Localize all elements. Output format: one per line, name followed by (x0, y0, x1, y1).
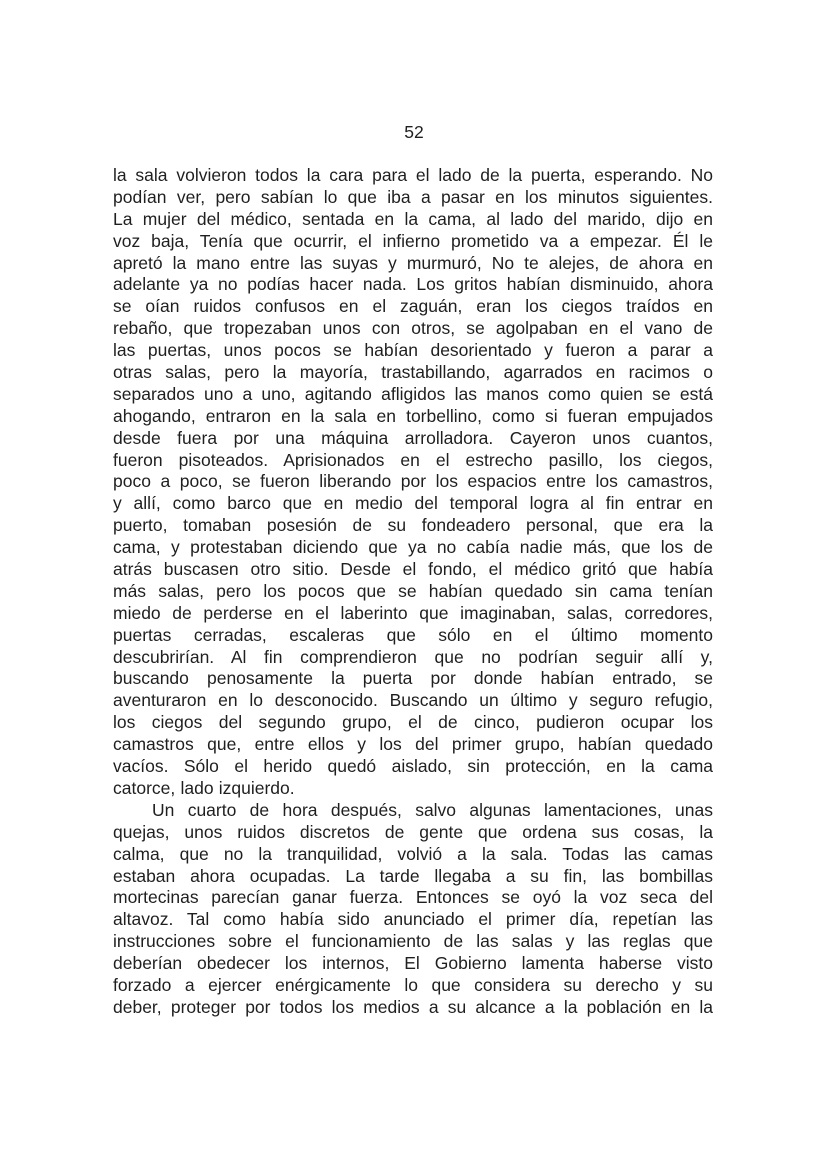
text-body (113, 165, 713, 1019)
paragraph (113, 165, 713, 800)
text-line: buscando penosamente la puerta por donde habían entrado, se (113, 668, 713, 689)
text-line: deberían obedecer los internos, El Gobierno lamenta haberse visto (113, 953, 713, 974)
text-line: cama, y protestaban diciendo que ya no cabía nadie más, que los de (113, 537, 713, 558)
text-line: catorce, lado izquierdo. (113, 777, 295, 798)
text-line: otras salas, pero la mayoría, trastabillando, agarrados en racimos o (113, 362, 713, 383)
text-line: adelante ya no podías hacer nada. Los gritos habían disminuido, ahora (113, 274, 713, 295)
text-line: rebaño, que tropezaban unos con otros, se agolpaban en el vano de (113, 318, 713, 339)
text-line: podían ver, pero sabían lo que iba a pasar en los minutos siguientes. (113, 186, 713, 207)
text-line: descubrirían. Al fin comprendieron que no podrían seguir allí y, (113, 646, 713, 667)
text-line: ahogando, entraron en la sala en torbellino, como si fueran empujados (113, 405, 713, 426)
text-line: atrás buscasen otro sitio. Desde el fondo, el médico gritó que había (113, 559, 713, 580)
text-line: vacíos. Sólo el herido quedó aislado, sin protección, en la cama (113, 756, 713, 777)
text-line: apretó la mano entre las suyas y murmuró, No te alejes, de ahora en (113, 252, 713, 273)
text-line: y allí, como barco que en medio del temporal logra al fin entrar en (113, 493, 713, 514)
text-line: calma, que no la tranquilidad, volvió a la sala. Todas las camas (113, 843, 713, 864)
text-line: La mujer del médico, sentada en la cama, al lado del marido, dijo en (113, 208, 713, 229)
text-line: aventuraron en lo desconocido. Buscando un último y seguro refugio, (113, 690, 713, 711)
text-line: altavoz. Tal como había sido anunciado el primer día, repetían las (113, 909, 713, 930)
text-line: las puertas, unos pocos se habían desorientado y fueron a parar a (113, 340, 713, 361)
text-line: miedo de perderse en el laberinto que imaginaban, salas, corredores, (113, 602, 713, 623)
text-line: voz baja, Tenía que ocurrir, el infierno prometido va a empezar. Él le (113, 230, 713, 251)
text-line: más salas, pero los pocos que se habían quedado sin cama tenían (113, 580, 713, 601)
text-line: estaban ahora ocupadas. La tarde llegaba a su fin, las bombillas (113, 865, 713, 886)
text-line: la sala volvieron todos la cara para el lado de la puerta, esperando. No (113, 165, 713, 185)
text-line: desde fuera por una máquina arrolladora. Cayeron unos cuantos, (113, 427, 713, 448)
text-line: deber, proteger por todos los medios a su alcance a la población en la (113, 996, 713, 1017)
text-line: forzado a ejercer enérgicamente lo que considera su derecho y su (113, 974, 713, 995)
text-line: los ciegos del segundo grupo, el de cinco, pudieron ocupar los (113, 712, 713, 733)
text-line: mortecinas parecían ganar fuerza. Entonces se oyó la voz seca del (113, 887, 713, 908)
text-line: puerto, tomaban posesión de su fondeadero personal, que era la (113, 515, 713, 536)
text-line: separados uno a uno, agitando afligidos las manos como quien se está (113, 383, 713, 404)
text-line: puertas cerradas, escaleras que sólo en el último momento (113, 624, 713, 645)
text-line: poco a poco, se fueron liberando por los espacios entre los camastros, (113, 471, 713, 492)
text-line: Un cuarto de hora después, salvo algunas lamentaciones, unas (152, 799, 713, 820)
page-number: 52 (404, 122, 424, 142)
text-line: instrucciones sobre el funcionamiento de las salas y las reglas que (113, 931, 713, 952)
text-line: fueron pisoteados. Aprisionados en el estrecho pasillo, los ciegos, (113, 449, 713, 470)
text-line: quejas, unos ruidos discretos de gente que ordena sus cosas, la (113, 821, 713, 842)
text-line: se oían ruidos confusos en el zaguán, eran los ciegos traídos en (113, 296, 713, 317)
paragraph (113, 800, 713, 1019)
text-line: camastros que, entre ellos y los del primer grupo, habían quedado (113, 734, 713, 755)
